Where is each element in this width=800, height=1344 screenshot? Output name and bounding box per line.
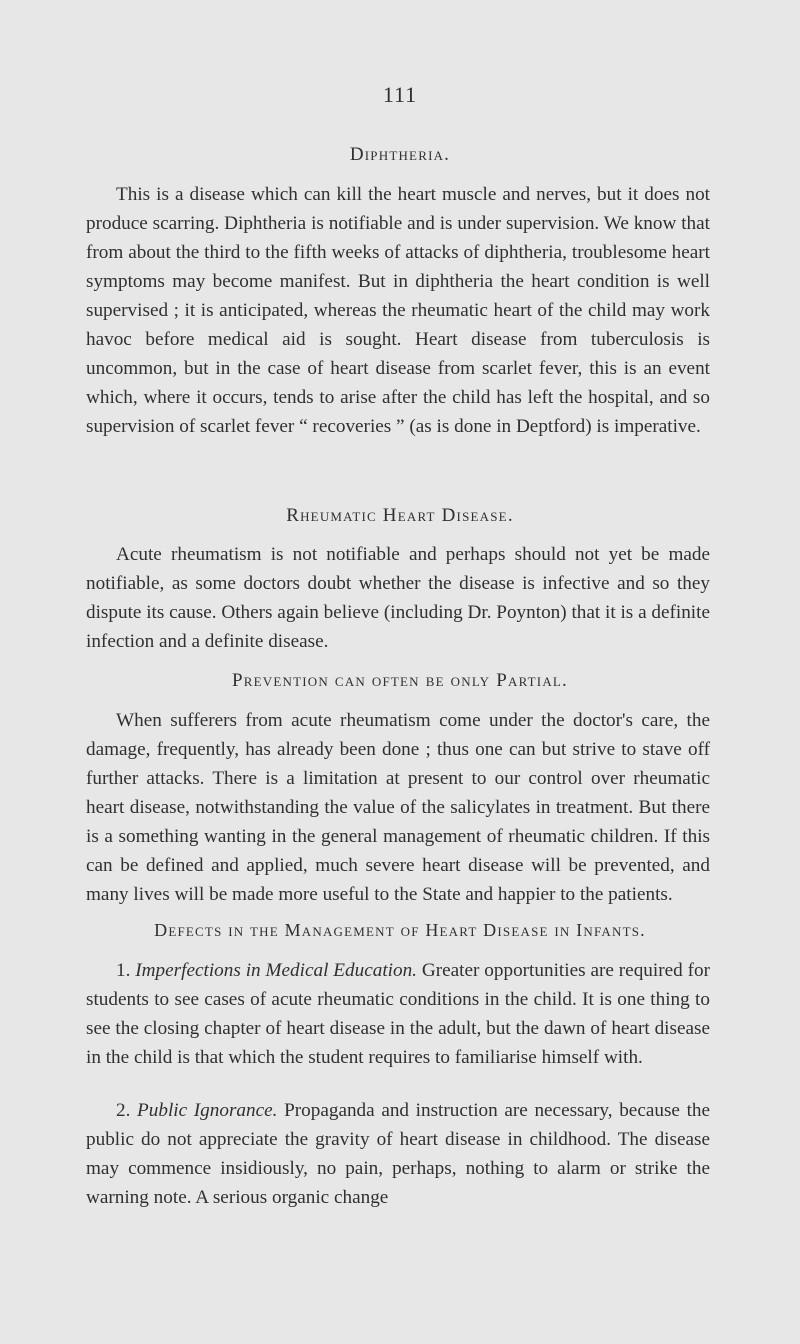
item-text: Propaganda and instruction are necessary, because the public do not appreciate the gravity of heart disease in childhood. The disease may commence insidiously, no pain, perhaps, nothing to alarm or strike the warning note. A serious organic change (86, 1100, 711, 1208)
paragraph-prevention: When sufferers from acute rheumatism come under the doctor's care, the damage, frequently, has already been done ; thus one can but strive to stave off further attacks. There is a limitation at present to our control over rheumatic heart disease, notwithstanding the value of the salicylates in treatment. But there is a something wanting in the general management of rheumatic children. If this can be defined and applied, much severe heart disease will be prevented, and many lives will be made more useful to the State and happier to the patients. (86, 710, 710, 905)
paragraph-rheumatic-heart-disease: Acute rheumatism is not notifiable and perhaps should not yet be made notifiable, as some doctors doubt whether the disease is infective and so they dispute its cause. Others again believe (including Dr. Poynton) that it is a definite infection and a definite disease. (86, 544, 710, 652)
section-heading-prevention: Prevention can often be only Partial. (231, 670, 569, 691)
page-number: 111 (382, 82, 418, 107)
paragraph-diphtheria: This is a disease which can kill the heart muscle and nerves, but it does not produce scarring. Diphtheria is notifiable and is under supervision. We know that from about the third to the fifth weeks of attacks of diphtheria, troublesome heart symptoms may become manifest. But in diphtheria the heart condition is well supervised ; it is anticipated, whereas the rheumatic heart of the child may work havoc before medical aid is sought. Heart disease from tuberculosis is uncommon, but in the case of heart disease from scarlet fever, this is an event which, where it occurs, tends to arise after the child has left the hospital, and so supervision of scarlet fever “ recoveries ” (as is done in Deptford) is imperative. (86, 184, 710, 437)
section-heading-defects: Defects in the Management of Heart Disease in Infants. (154, 920, 646, 940)
item-title: Public Ignorance. (137, 1100, 278, 1121)
list-item-medical-education (86, 956, 710, 1072)
section-heading-rheumatic-heart-disease: Rheumatic Heart Disease. (286, 505, 514, 526)
item-title: Imperfections in Medical Education. (135, 960, 417, 981)
list-item-public-ignorance (86, 1096, 710, 1212)
item-number: 1. (116, 960, 131, 981)
item-number: 2. (116, 1100, 131, 1121)
section-heading-diphtheria: Diphtheria. (349, 144, 451, 165)
item-text: Greater opportunities are required for students to see cases of acute rheumatic conditions in the child. It is one thing to see the closing chapter of heart disease in the adult, but the dawn of heart disease in the child is that which the student requires to familiarise himself with. (86, 960, 710, 1068)
